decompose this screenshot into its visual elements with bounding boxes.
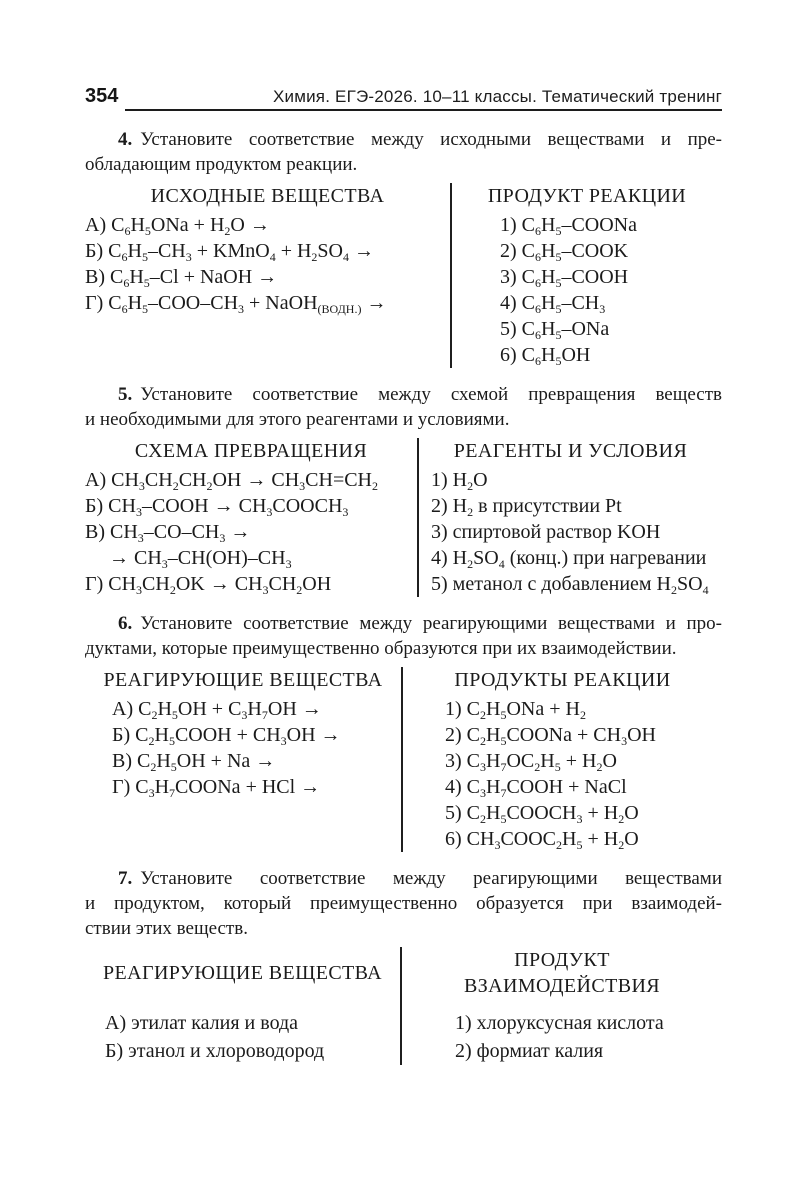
- table-right-column: [401, 667, 722, 852]
- match-row: Б) этанол и хлороводород: [105, 1040, 325, 1062]
- task-number: 5.: [118, 384, 133, 405]
- task-intro-text: Установите соответствие между схемой превращения веществ: [140, 384, 722, 405]
- match-row: Б) $C_2H_5COOH + CH_3OH$ →: [112, 724, 341, 749]
- match-option: 1) $C_6H_5$–COONa: [500, 214, 637, 239]
- header-rule: [125, 109, 722, 111]
- right-column-header: ПРОДУКТ РЕАКЦИИ: [487, 185, 687, 207]
- left-column-header: РЕАГИРУЮЩИЕ ВЕЩЕСТВА: [103, 669, 383, 691]
- task-number: 7.: [118, 868, 133, 889]
- task-intro-line: ствии этих веществ.: [85, 918, 248, 939]
- right-column-header: ПРОДУКТЫ РЕАКЦИИ: [454, 669, 671, 691]
- task-number: 4.: [118, 129, 133, 150]
- right-column-header-line: ВЗАИМОДЕЙСТВИЯ: [463, 975, 661, 997]
- match-option: 1) $C_2H_5ONa + H_2$: [445, 698, 586, 723]
- task-intro-text: Установите соответствие между реагирующими веществами: [140, 868, 722, 889]
- task-intro-line: [85, 382, 722, 407]
- table-right-column: [450, 183, 722, 368]
- match-option: 2) $C_6H_5$–COOK: [500, 240, 629, 265]
- match-row-continuation: → $CH_3-CH(OH)-CH_3$: [109, 547, 292, 572]
- match-option: 5) $C_6H_5$–ONa: [500, 318, 610, 343]
- task-intro-line: и продуктом, который преимущественно образуется при взаимодей-: [85, 893, 722, 914]
- task-7-match-table: [85, 947, 722, 1065]
- match-option: 5) метанол с добавлением $H_2SO_4$: [431, 573, 709, 598]
- task-5-match-table: [85, 438, 722, 597]
- match-row: А) этилат калия и вода: [105, 1012, 299, 1034]
- page-number: 354: [85, 85, 119, 107]
- task-5-intro: [85, 382, 722, 432]
- table-left-column: [85, 183, 450, 368]
- left-column-header: РЕАГИРУЮЩИЕ ВЕЩЕСТВА: [103, 962, 382, 984]
- task-6-intro: [85, 611, 722, 661]
- match-option: 4) $C_3H_7COOH$ + NaCl: [445, 776, 627, 801]
- match-row: Б) $C_6H_5-CH_3$ + KMnO$_4$ + $H_2SO_4$ →: [85, 240, 374, 265]
- right-column-header: [402, 947, 722, 999]
- match-row: В) $C_6H_5-Cl$ + NaOH →: [85, 266, 278, 291]
- match-row: В) $C_2H_5OH + Na$ →: [112, 750, 276, 775]
- match-option: 4) $C_6H_5-CH_3$: [500, 292, 606, 317]
- match-option: 3) спиртовой раствор KOH: [431, 521, 661, 543]
- task-intro-text: Установите соответствие между исходными веществами и пре-: [140, 129, 722, 150]
- match-option: 3) $C_6H_5$–COOH: [500, 266, 629, 291]
- match-row: А) $C_2H_5OH + C_3H_7OH$ →: [112, 698, 322, 723]
- task-intro-line: [85, 611, 722, 636]
- table-left-column: [85, 438, 417, 597]
- left-column-header: СХЕМА ПРЕВРАЩЕНИЯ: [134, 440, 368, 462]
- task-4-intro: [85, 127, 722, 177]
- task-intro-line: и необходимыми для этого реагентами и условиями.: [85, 409, 510, 430]
- right-column-header-line: ПРОДУКТ: [514, 949, 610, 971]
- task-intro-line: [85, 866, 722, 891]
- task-4-match-table: [85, 183, 722, 368]
- left-column-header: ИСХОДНЫЕ ВЕЩЕСТВА: [150, 185, 385, 207]
- right-column-header: РЕАГЕНТЫ И УСЛОВИЯ: [453, 440, 688, 462]
- task-6-match-table: [85, 667, 722, 852]
- match-row: Г) $C_6H_5-COO-CH_3$ + NaOH$_{(ВОДН.)}$ →: [85, 292, 387, 317]
- task-7-intro: [85, 866, 722, 941]
- match-option: 6) $CH_3COOC_2H_5 + H_2O$: [445, 828, 639, 853]
- edition-title: Химия. ЕГЭ-2026. 10–11 классы. Тематический тренинг: [272, 87, 722, 106]
- task-intro-line: дуктами, которые преимущественно образуются при их взаимодействии.: [85, 638, 677, 659]
- match-option: 2) формиат калия: [455, 1040, 604, 1062]
- match-row: Б) $CH_3$–COOH → $CH_3COOCH_3$: [85, 495, 349, 520]
- match-option: 1) $H_2O$: [431, 469, 488, 494]
- match-option: 4) $H_2SO_4$ (конц.) при нагревании: [431, 547, 707, 572]
- task-number: 6.: [118, 613, 133, 634]
- task-intro-line: обладающим продуктом реакции.: [85, 154, 358, 175]
- match-row: А) $C_6H_5ONa + H_2O$ →: [85, 214, 270, 239]
- table-right-column: [400, 947, 722, 1065]
- match-option: 2) $H_2$ в присутствии Pt: [431, 495, 622, 520]
- task-intro-line: [85, 127, 722, 152]
- match-row: В) $CH_3-CO-CH_3$ →: [85, 521, 251, 546]
- table-left-column: [85, 667, 401, 852]
- match-option: 3) $C_3H_7OC_2H_5 + H_2O$: [445, 750, 617, 775]
- running-head: [85, 0, 722, 107]
- match-option: 2) $C_2H_5COONa + CH_3OH$: [445, 724, 656, 749]
- match-option: 5) $C_2H_5COOCH_3 + H_2O$: [445, 802, 639, 827]
- task-intro-text: Установите соответствие между реагирующими веществами и про-: [140, 613, 722, 634]
- table-left-column: [85, 947, 400, 1065]
- match-row: А) $CH_3CH_2CH_2OH \to CH_3CH=CH_2$: [85, 469, 379, 494]
- match-option: 1) хлоруксусная кислота: [455, 1012, 664, 1034]
- match-option: 6) $C_6H_5OH$: [500, 344, 591, 369]
- table-right-column: [417, 438, 722, 597]
- match-row: Г) $CH_3CH_2OK \to CH_3CH_2OH$: [85, 573, 332, 598]
- match-row: Г) $C_3H_7COONa$ + HCl →: [112, 776, 321, 801]
